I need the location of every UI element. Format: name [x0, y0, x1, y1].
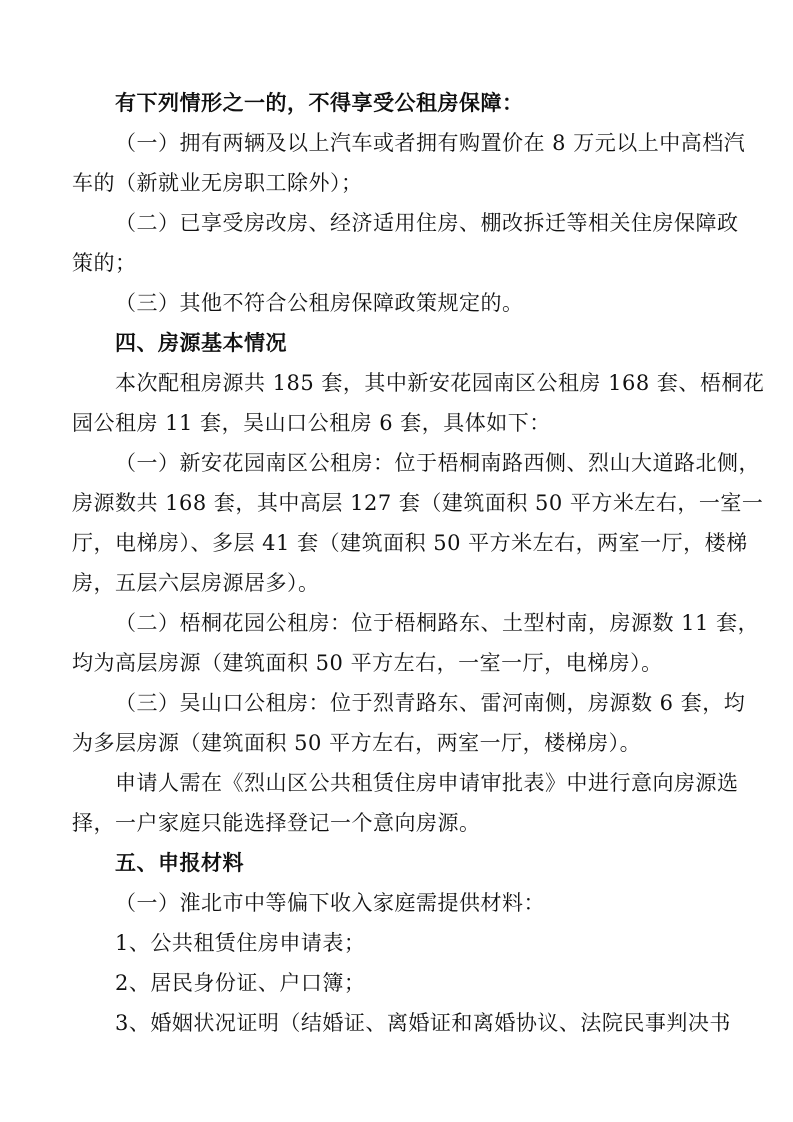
- section-4-heading: 四、房源基本情况: [115, 330, 287, 355]
- housing-item-3-line-1: （三）吴山口公租房：位于烈青路东、雷河南侧，房源数 6 套，均: [115, 691, 746, 715]
- restriction-item-2-line-1: （二）已享受房改房、经济适用住房、棚改拆迁等相关住房保障政: [115, 211, 739, 235]
- housing-item-2-line-1: （二）梧桐花园公租房：位于梧桐路东、土型村南，房源数 11 套，: [115, 611, 760, 635]
- application-note-line-1: 申请人需在《烈山区公共租赁住房申请审批表》中进行意向房源选: [115, 771, 739, 795]
- housing-intro-line-1: 本次配租房源共 185 套，其中新安花园南区公租房 168 套、梧桐花: [115, 371, 765, 395]
- restriction-heading: 有下列情形之一的，不得享受公租房保障：: [115, 90, 524, 115]
- housing-item-1-line-1: （一）新安花园南区公租房：位于梧桐南路西侧、烈山大道路北侧，: [115, 451, 760, 475]
- restriction-item-3: （三）其他不符合公租房保障政策规定的。: [115, 291, 524, 315]
- materials-intro: （一）淮北市中等偏下收入家庭需提供材料：: [115, 891, 545, 915]
- material-item-3: 3、婚姻状况证明（结婚证、离婚证和离婚协议、法院民事判决书: [115, 1011, 731, 1035]
- material-item-2: 2、居民身份证、户口簿；: [115, 971, 366, 995]
- application-note-line-2: 择，一户家庭只能选择登记一个意向房源。: [72, 811, 481, 835]
- housing-item-1-line-4: 房，五层六层房源居多）。: [72, 571, 320, 595]
- restriction-item-1-line-2: 车的（新就业无房职工除外）；: [72, 171, 363, 195]
- housing-item-1-line-2: 房源数共 168 套，其中高层 127 套（建筑面积 50 平方米左右，一室一: [72, 491, 764, 515]
- housing-item-3-line-2: 为多层房源（建筑面积 50 平方左右，两室一厅，楼梯房）。: [72, 731, 642, 755]
- material-item-1: 1、公共租赁住房申请表；: [115, 931, 366, 955]
- section-5-heading: 五、申报材料: [115, 850, 244, 875]
- housing-item-2-line-2: 均为高层房源（建筑面积 50 平方左右，一室一厅，电梯房）。: [72, 651, 663, 675]
- housing-item-1-line-3: 厅，电梯房）、多层 41 套（建筑面积 50 平方米左右，两室一厅，楼梯: [72, 531, 748, 555]
- restriction-item-1-line-1: （一）拥有两辆及以上汽车或者拥有购置价在 8 万元以上中高档汽: [115, 131, 746, 155]
- housing-intro-line-2: 园公租房 11 套，吴山口公租房 6 套，具体如下：: [72, 411, 551, 435]
- restriction-item-2-line-2: 策的；: [72, 251, 137, 275]
